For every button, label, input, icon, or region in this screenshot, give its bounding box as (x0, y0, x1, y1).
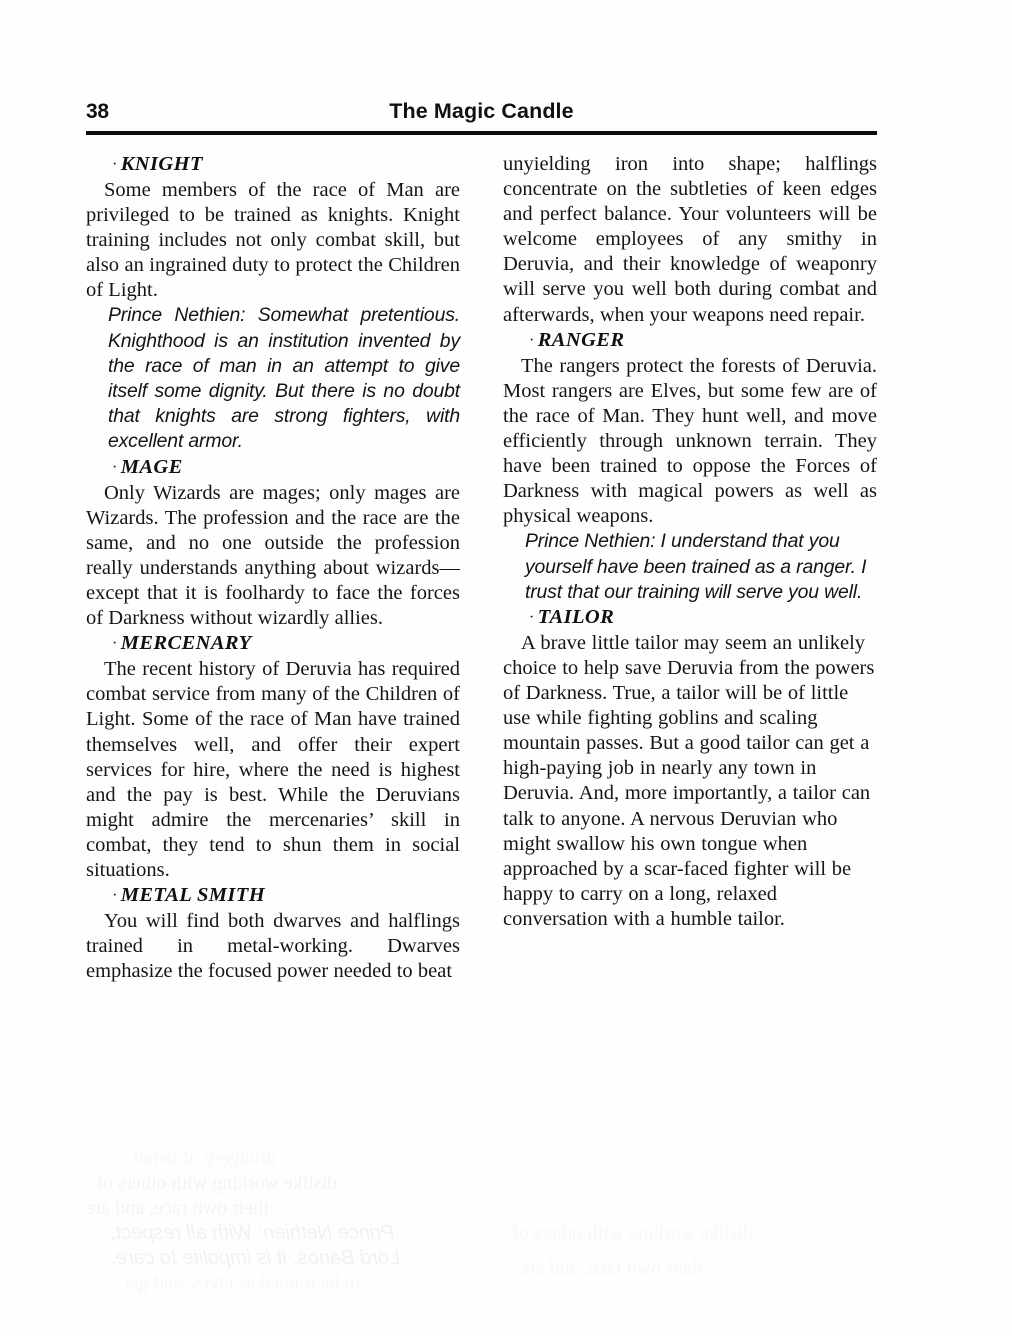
ghost-line-4: Prince Nethien: With all respect, (110, 1222, 395, 1244)
paragraph-metal-smith: You will find both dwarves and halflings trained in metal-working. Dwarves emphasize the focused power needed to beat (86, 910, 460, 983)
ghost-line-6 (124, 1271, 360, 1296)
paragraph-tailor: A brave little tailor may seem an unlikely choice to help save Deruvia from the powers of Darkness. True, a tailor will be of little use while fighting goblins and scaling mountain passes. But a good tailor can get a high-paying job in nearly any town in Deruvia. And, more importantly, a tailor can talk to anyone. A nervous Deruvian who might swallow his own tongue when approached by a scar-faced fighter will be happy to carry on a long, relaxed conversation with a humble tailor. (503, 631, 875, 930)
ghost-line-8 (520, 1256, 703, 1281)
heading-text: METAL SMITH (120, 884, 266, 907)
ghost-line-1 (128, 1146, 276, 1171)
left-column (86, 152, 460, 984)
heading-text: MAGE (120, 455, 183, 478)
heading-text: TAILOR (537, 605, 615, 628)
bullet-icon: · (112, 635, 118, 653)
section-heading-mage (86, 455, 460, 481)
section-heading-knight (86, 152, 460, 178)
bullet-icon: · (529, 331, 535, 349)
heading-text: KNIGHT (120, 153, 203, 175)
bullet-icon: · (529, 608, 535, 626)
page-number: 38 (86, 100, 109, 123)
quote-nethien-ranger: Prince Nethien: I understand that you yourself have been trained as a ranger. I trust that our training will serve you well. (525, 530, 867, 603)
paragraph-mage: Only Wizards are mages; only mages are Wizards. The profession and the race are the same, and no one outside the profession really understands anything about wizards—except that it is foolhardy to face the forces of Darkness without wizardly allies. (86, 481, 460, 630)
paragraph-knight: Some members of the race of Man are privileged to be trained as knights. Knight training includes not only combat skill, but also an ingrained duty to protect the Children of Light. (86, 179, 460, 302)
paragraph-metal-smith-continued: unyielding iron into shape; halflings concentrate on the subtleties of keen edges and perfect balance. Your volunteers will be welcome employees of any smithy in Deruvia, and their knowledge of weaponry will serve you well both during combat and afterwards, when your weapons need repair. (503, 153, 877, 326)
paragraph-ranger: The rangers protect the forests of Deruvia. Most rangers are Elves, but some few are of the race of Man. They hunt well, and move efficiently through unknown terrain. They have been trained to oppose the Forces of Darkness with magical powers as well as physical weapons. (503, 354, 877, 528)
bullet-icon: · (112, 887, 118, 905)
bullet-icon: · (112, 458, 118, 476)
book-title: The Magic Candle (389, 99, 574, 123)
quote-nethien-knight: Prince Nethien: Somewhat pretentious. Knighthood is an institution invented by the race of man in an attempt to give itself some dignity. But there is no doubt that knights are strong fighters, with excellent armor. (108, 304, 460, 453)
right-column (503, 152, 877, 932)
section-heading-tailor (503, 605, 877, 631)
section-heading-mercenary (86, 631, 460, 657)
heading-text: MERCENARY (120, 632, 252, 655)
heading-text: RANGER (537, 328, 625, 351)
paragraph-mercenary: The recent history of Deruvia has required combat service from many of the Children of Light. Some of the race of Man have trained themselves well, and offer their expert services for hire, where the need is highest and the pay is best. While the Deruvians might admire the mercenaries’ skill in combat, they tend to shun them in social situations. (86, 658, 460, 881)
header-divider-rule (86, 131, 877, 135)
ghost-line-3: their own race, and are (86, 1197, 269, 1219)
ghost-line-5: Lord Banos, it is impolite to care. (110, 1247, 401, 1269)
section-heading-metal-smith (86, 883, 460, 909)
section-heading-ranger (503, 328, 877, 354)
running-head (86, 100, 877, 130)
ghost-line-2: dislike working with others of (96, 1172, 338, 1194)
ghost-line-7 (512, 1221, 753, 1246)
bullet-icon: · (112, 156, 118, 173)
